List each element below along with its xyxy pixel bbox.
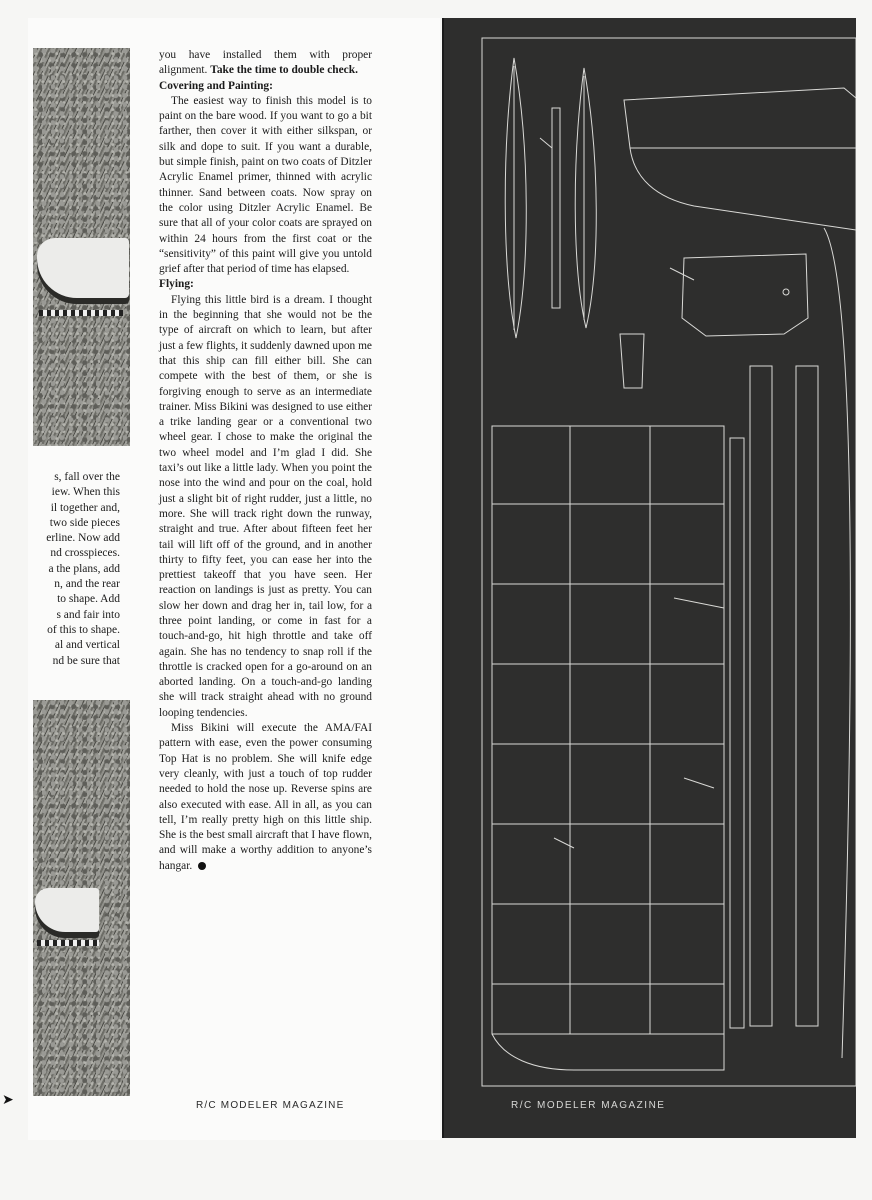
- article-column: [159, 48, 372, 874]
- plan-strip: [750, 366, 772, 1026]
- partial-line: s, fall over the: [54, 471, 120, 483]
- plan-former-2: [575, 68, 596, 328]
- partial-line: iew. When this: [51, 486, 120, 499]
- plan-leader-line: [674, 598, 724, 608]
- plan-border: [482, 38, 856, 1086]
- airplane-wing-shape: [37, 238, 129, 298]
- flying-heading: Flying:: [159, 278, 194, 291]
- partial-line: two side pieces: [49, 516, 120, 529]
- plan-former-1: [505, 58, 526, 338]
- plan-hole: [783, 289, 789, 295]
- plan-leader-line: [684, 778, 714, 788]
- airplane-wing-shape: [35, 888, 99, 932]
- intro-text: you have installed them with proper alignment.: [159, 49, 372, 77]
- plan-wing-tip: [492, 1034, 724, 1070]
- partial-line: of this to shape.: [47, 623, 120, 636]
- plan-side-outline: [824, 228, 850, 1058]
- plan-leader-line: [554, 838, 574, 848]
- partial-text-column: [28, 470, 120, 669]
- intro-bold-text: Take the time to double check.: [210, 64, 358, 77]
- plan-leader-line: [540, 138, 552, 148]
- plan-wing-panel: [492, 426, 724, 1034]
- model-plans-drawing: [444, 18, 856, 1088]
- partial-line: to shape. Add: [57, 593, 120, 606]
- plan-leader-line: [670, 268, 694, 280]
- plan-small-part: [620, 334, 644, 388]
- plan-spar: [552, 108, 560, 308]
- plan-fin: [624, 88, 856, 230]
- flying-paragraph-2: [159, 721, 372, 874]
- intro-paragraph: [159, 48, 372, 79]
- flying-paragraph-1: Flying this little bird is a dream. I thought in the beginning that she would not be the type of aircraft on which to learn, but after just a few flights, it suddenly dawned upon me that this ship can fill either bill. She can compete with the best of them, or she is forgiving enough to serve as an intermediate trainer. Miss Bikini was designed to use either a trike landing gear or a conventional two wheel gear. I chose to make the original the two wheel model and I’m glad I did. She taxi’s out like a little lady. When you point the nose into the wind and pour on the coal, hold just a slight bit of right rudder, just a little, no more. She will track right down the runway, straight and true. After about fifteen feet her tail will lift off of the ground, and in another thirty to fifty feet, you can ease her into the prettiest takeoff that you have seen. Her reaction on landings is just as pretty. You can slow her down and drag her in, tail low, for a three point landing, or come in fast for a touch-and-go, hit high throttle and take off again. She has no tendency to snap roll if the throttle is cracked open for a go-around on an aborted landing. On a touch-and-go landing she will track straight ahead with no ground looping tendencies.: [159, 293, 372, 719]
- airplane-photo-bottom: [33, 700, 130, 1096]
- end-mark-icon: [198, 862, 206, 870]
- scan-arrow-icon: ➤: [2, 1093, 14, 1108]
- partial-line: nd be sure that: [52, 654, 120, 667]
- airplane-photo-top: [33, 48, 130, 446]
- plan-trailing-edge: [730, 438, 744, 1028]
- partial-line: nd crosspieces.: [50, 547, 120, 560]
- partial-line: s and fair into: [56, 608, 120, 621]
- partial-line: a the plans, add: [48, 562, 120, 575]
- flying-paragraph-2-text: Miss Bikini will execute the AMA/FAI pattern with ease, even the power consuming Top Hat is no problem. She will knife edge very cleanly, with just a touch of top rudder needed to hold the nose up. Reverse spins are also executed with ease. All in all, as you can tell, I’m really pretty high on this little ship. She is the best small aircraft that I have flown, and will make a worthy addition to anyone’s hangar.: [159, 722, 372, 872]
- covering-heading: Covering and Painting:: [159, 79, 273, 92]
- partial-line: il together and,: [50, 501, 120, 514]
- right-footer: R/C MODELER MAGAZINE: [511, 1100, 666, 1111]
- left-page: [28, 18, 440, 1140]
- covering-paragraph: The easiest way to finish this model is to paint on the bare wood. If you want to go a bit farther, then cover it with either silkspan, or silk and dope to suit. If you want a durable, but simple finish, paint on two coats of Ditzler Acrylic Enamel primer, thinned with acrylic thinner. Sand between coats. Now spray on the color using Ditzler Acrylic Enamel. Be sure that all of your color coats are sprayed on within 24 hours from the first coat or the “sensitivity” of this paint will give you untold grief after that period of time has elapsed.: [159, 94, 372, 276]
- checker-stripe: [37, 940, 99, 946]
- plan-cowl-part: [682, 254, 808, 336]
- checker-stripe: [39, 310, 123, 316]
- partial-line: erline. Now add: [46, 532, 120, 545]
- partial-line: n, and the rear: [54, 578, 120, 591]
- plan-strip: [796, 366, 818, 1026]
- left-footer: R/C MODELER MAGAZINE: [196, 1100, 345, 1111]
- plans-page: [442, 18, 856, 1138]
- partial-line: al and vertical: [54, 639, 120, 652]
